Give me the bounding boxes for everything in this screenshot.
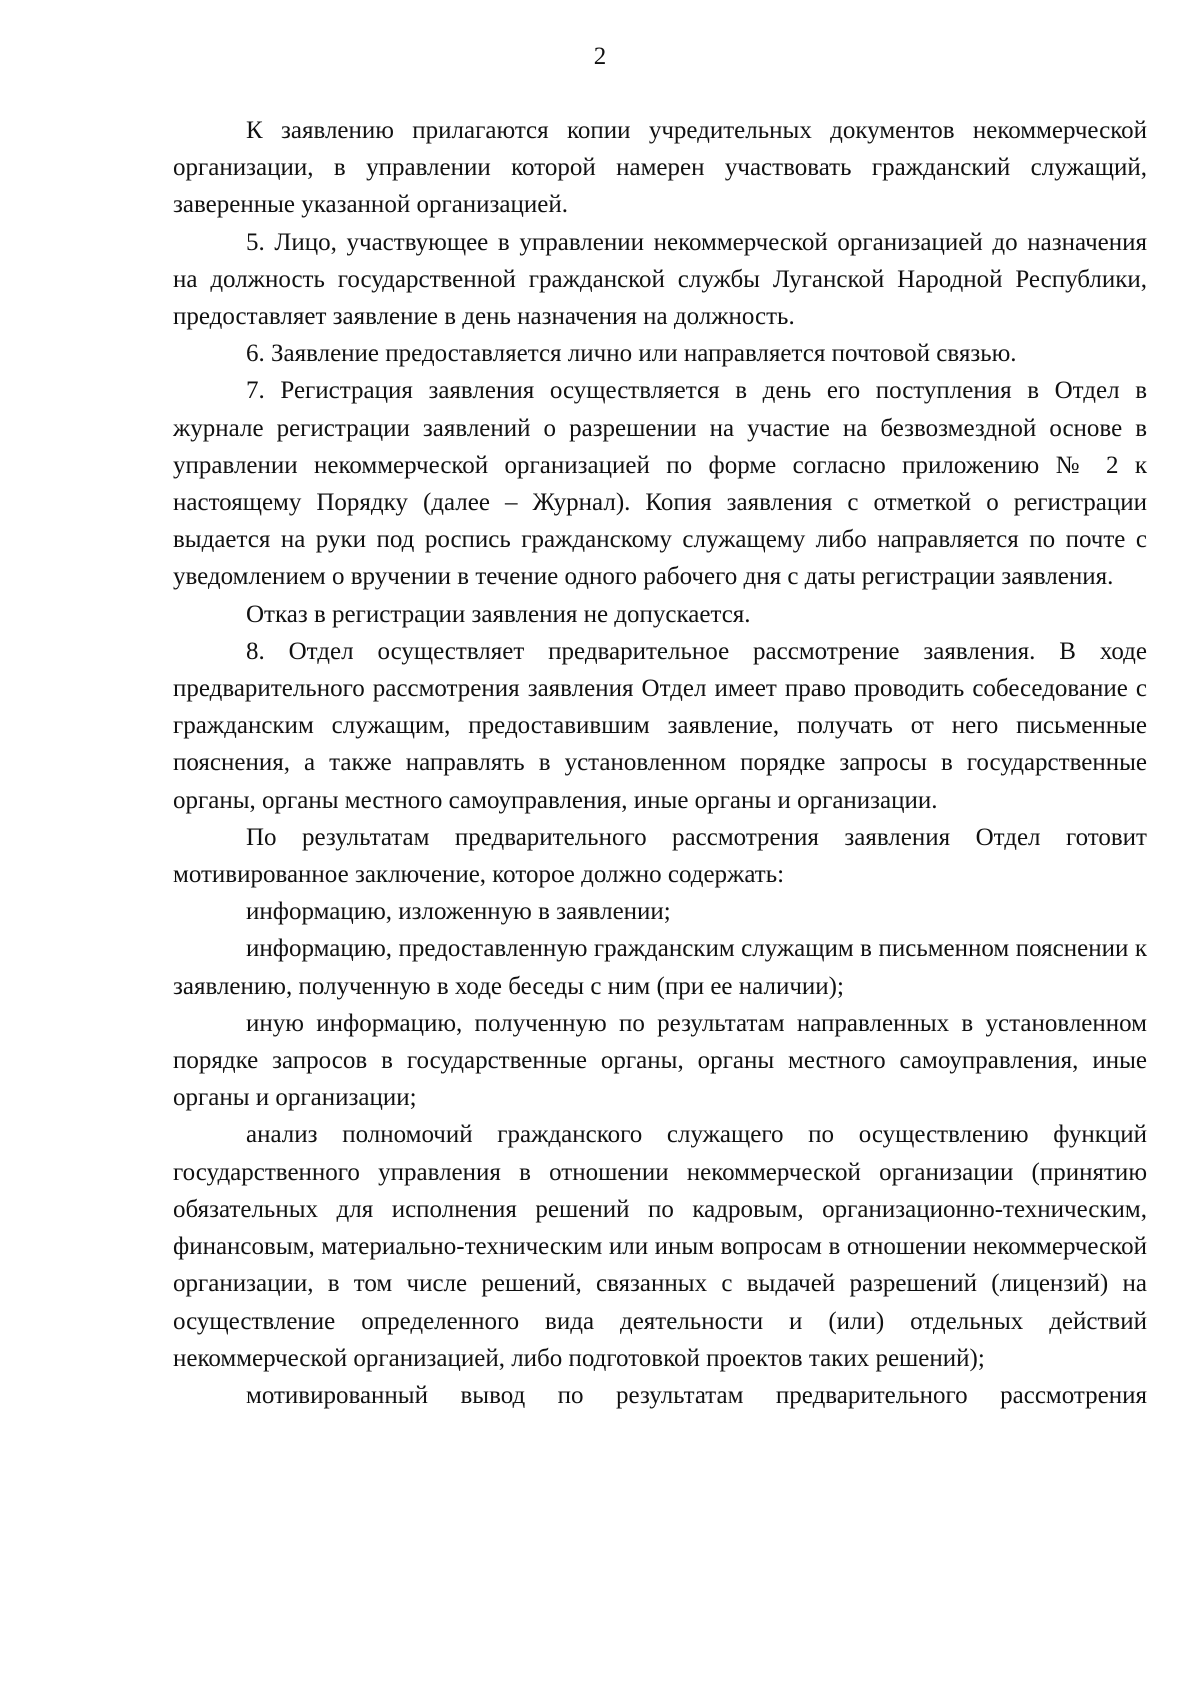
- paragraph-list-item: информацию, изложенную в заявлении;: [246, 898, 671, 926]
- paragraph-list-item: информацию, предоставленную гражданским служащим в письменном пояснении к заявлению, полученную в ходе беседы с ним (при ее наличии);: [173, 935, 1147, 1000]
- paragraph-list-item: анализ полномочий гражданского служащего по осуществлению функций государственного управления в отношении некоммерческой организации (принятию обязательных для исполнения решений по кадровым, организационно-техническим, финансовым, материально-техническим или иным вопросам в отношении некоммерческой организации, в том числе решений, связанных с выдачей разрешений (лицензий) на осуществление определенного вида деятельности и (или) отдельных действий некоммерческой организацией, либо подготовкой проектов таких решений);: [173, 1121, 1147, 1372]
- paragraph-list-item: иную информацию, полученную по результатам направленных в установленном порядке запросов в государственные органы, органы местного самоуправления, иные органы и организации;: [173, 1009, 1147, 1112]
- paragraph-item-7: 7. Регистрация заявления осуществляется в день его поступления в Отдел в журнале регистрации заявлений о разрешении на участие на безвозмездной основе в управлении некоммерческой организацией по форме согласно приложению № 2 к настоящему Порядку (далее – Журнал). Копия заявления с отметкой о регистрации выдается на руки под роспись гражданскому служащему либо направляется по почте с уведомлением о вручении в течение одного рабочего дня с даты регистрации заявления.: [173, 377, 1147, 591]
- paragraph-list-item: мотивированный вывод по результатам предварительного рассмотрения: [246, 1381, 1147, 1409]
- document-body: [173, 112, 1147, 1414]
- paragraph-item-5: 5. Лицо, участвующее в управлении некоммерческой организацией до назначения на должность государственной гражданской службы Луганской Народной Республики, предоставляет заявление в день назначения на должность.: [173, 228, 1147, 331]
- paragraph-refusal: Отказ в регистрации заявления не допускается.: [246, 600, 751, 628]
- paragraph-conclusion-intro: По результатам предварительного рассмотрения заявления Отдел готовит мотивированное заключение, которое должно содержать:: [173, 823, 1147, 889]
- paragraph-attachments: К заявлению прилагаются копии учредительных документов некоммерческой организации, в управлении которой намерен участвовать гражданский служащий, заверенные указанной организацией.: [173, 117, 1147, 219]
- page-number: 2: [593, 43, 607, 70]
- paragraph-item-6: 6. Заявление предоставляется лично или направляется почтовой связью.: [246, 340, 1017, 368]
- paragraph-item-8: 8. Отдел осуществляет предварительное рассмотрение заявления. В ходе предварительного рассмотрения заявления Отдел имеет право проводить собеседование с гражданским служащим, предоставившим заявление, получать от него письменные пояснения, а также направлять в установленном порядке запросы в государственные органы, органы местного самоуправления, иные органы и организации.: [173, 637, 1147, 814]
